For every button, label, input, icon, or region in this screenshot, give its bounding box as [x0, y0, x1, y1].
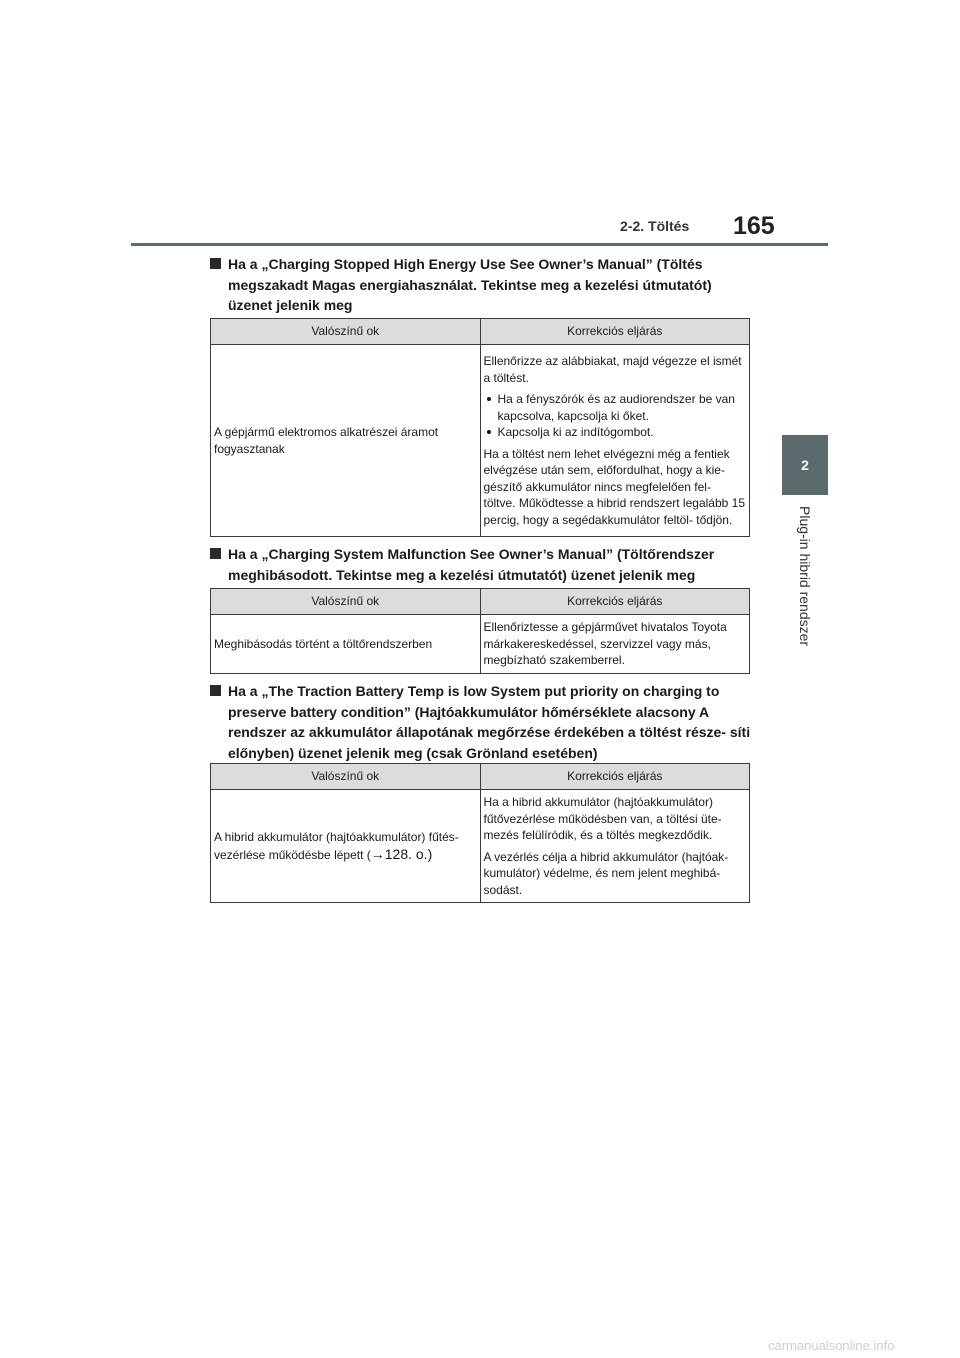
heading-text: Ha a „Charging System Malfunction See Owner’s Manual” (Töltőrendszer meghibásodott. Tekintse meg a kezelési útmutatót) üzenet jelenik meg: [228, 546, 715, 583]
action-paragraph: Ha a hibrid akkumulátor (hajtóakkumulátor) fűtővezérlése működésben van, a töltési üte- mezés felülíródik, és a töltés megkezdődik.: [483, 795, 722, 842]
table-header-row: [211, 589, 750, 615]
heading-text: Ha a „Charging Stopped High Energy Use See Owner’s Manual” (Töltés megszakadt Magas energiahasználat. Tekintse meg a kezelési útmutatót) üzenet jelenik meg: [228, 256, 712, 313]
cause-text: A hibrid akkumulátor (hajtóakkumulátor) fűtés- vezérlése működésbe lépett (: [214, 830, 459, 862]
cause-action-table: [210, 763, 750, 903]
table-header-row: [211, 764, 750, 790]
square-bullet-icon: [210, 548, 221, 559]
watermark: carmanualsonline.info: [768, 1338, 895, 1353]
action-cell: [480, 790, 750, 903]
action-list: [484, 391, 747, 441]
col-header-cause: Valószínű ok: [211, 319, 481, 345]
action-note: Ha a töltést nem lehet elvégezni még a fentiek elvégzése után sem, előfordulhat, hogy a kie- gészítő akkumulátor nincs megfelelően fel- töltve. Működtesse a hibrid rendszert legalább 15 percig, hogy a segédakkumulátor feltöl- tődjön.: [483, 446, 745, 527]
chapter-label: Plug-in hibrid rendszer: [797, 506, 813, 647]
page-number: 165: [733, 212, 775, 240]
cause-action-table: [210, 318, 750, 537]
action-intro: Ellenőrizze az alábbiakat, majd végezze el ismét a töltést.: [483, 354, 742, 385]
section-title: 2-2. Töltés: [620, 218, 690, 234]
section-heading: [210, 681, 755, 763]
cause-cell: [211, 790, 481, 903]
table-row: [211, 615, 750, 674]
list-item: Ha a fényszórók és az audiorendszer be van kapcsolva, kapcsolja ki őket.: [484, 391, 747, 424]
table-header-row: [211, 319, 750, 345]
table-row: [211, 790, 750, 903]
col-header-action: Korrekciós eljárás: [480, 764, 750, 790]
col-header-action: Korrekciós eljárás: [480, 319, 750, 345]
section-heading: [210, 544, 755, 585]
cause-cell: Meghibásodás történt a töltőrendszerben: [211, 615, 481, 674]
square-bullet-icon: [210, 685, 221, 696]
action-cell: Ellenőriztesse a gépjárművet hivatalos Toyota márkakereskedéssel, szervizzel vagy más, megbízható szakemberrel.: [480, 615, 750, 674]
cause-cell: A gépjármű elektromos alkatrészei áramot fogyasztanak: [211, 345, 481, 537]
table-row: [211, 345, 750, 537]
square-bullet-icon: [210, 258, 221, 269]
section-heading: [210, 254, 755, 316]
action-paragraph: A vezérlés célja a hibrid akkumulátor (hajtóak- kumulátor) védelme, és nem jelent meghibá- sodást.: [483, 849, 729, 897]
chapter-number: 2: [801, 457, 809, 473]
action-cell: [480, 345, 750, 537]
col-header-cause: Valószínű ok: [211, 589, 481, 615]
chapter-tab: [782, 435, 828, 495]
header-rule: [131, 243, 828, 246]
cause-action-table: [210, 588, 750, 674]
col-header-action: Korrekciós eljárás: [480, 589, 750, 615]
list-item: Kapcsolja ki az indítógombot.: [484, 424, 747, 441]
page-reference: →128. o.): [370, 845, 433, 862]
heading-text: Ha a „The Traction Battery Temp is low System put priority on charging to preserve battery condition” (Hajtóakkumulátor hőmérséklete alacsony A rendszer az akkumulátor állapotának megőrzése érdekében a töltést része- síti előnyben) üzenet jelenik meg (csak Grönland esetében): [228, 683, 751, 761]
col-header-cause: Valószínű ok: [211, 764, 481, 790]
